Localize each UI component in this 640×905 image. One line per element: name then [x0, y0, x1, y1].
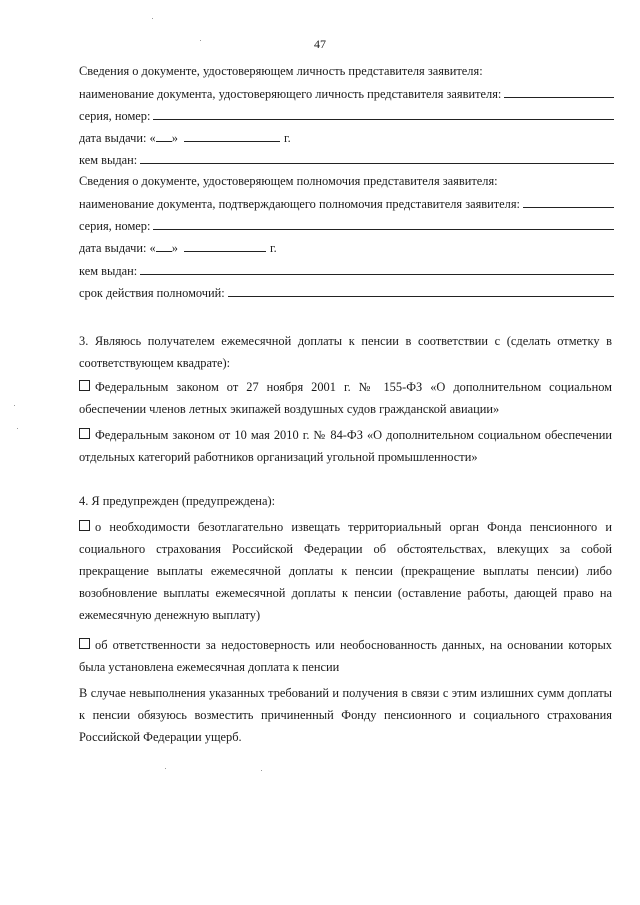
representative-id-series-field[interactable]	[153, 108, 614, 120]
scan-speck	[17, 428, 18, 429]
representative-authority-validity-row: срок действия полномочий:	[79, 285, 614, 301]
scan-speck	[14, 405, 15, 406]
representative-authority-series-row: серия, номер:	[79, 218, 614, 234]
section3-intro: 3. Являюсь получателем ежемесячной доплаты к пенсии в соответствии с (сделать отметку в соответствующем квадрате):	[79, 334, 612, 370]
representative-id-issue-day-field[interactable]	[156, 130, 172, 142]
representative-authority-validity-field[interactable]	[228, 285, 614, 297]
representative-authority-issue-date-row: дата выдачи: « » г.	[79, 241, 277, 255]
representative-authority-doc-name-row: наименование документа, подтверждающего полномочия представителя заявителя:	[79, 196, 614, 212]
representative-id-issue-date-row: дата выдачи: « » г.	[79, 131, 291, 145]
representative-authority-heading: Сведения о документе, удостоверяющем полномочия представителя заявителя:	[79, 174, 498, 188]
representative-authority-issued-by-row: кем выдан:	[79, 263, 614, 279]
checkbox-notify[interactable]	[79, 520, 90, 531]
section4-heading: 4. Я предупрежден (предупреждена):	[79, 494, 276, 508]
representative-authority-issue-day-field[interactable]	[156, 240, 172, 252]
scan-speck	[200, 40, 201, 41]
representative-id-heading: Сведения о документе, удостоверяющем личность представителя заявителя:	[79, 64, 483, 78]
representative-id-issued-by-row: кем выдан:	[79, 152, 614, 168]
representative-id-issued-by-field[interactable]	[140, 152, 614, 164]
page-number: 47	[314, 37, 326, 51]
scan-speck	[152, 18, 153, 19]
checkbox-155fz[interactable]	[79, 380, 90, 391]
representative-id-doc-name-field[interactable]	[504, 86, 614, 98]
section3-option-84fz: Федеральным законом от 10 мая 2010 г. № 84-ФЗ «О дополнительном социальном обеспечении отдельных категорий работников организаций угольной промышленности»	[79, 428, 612, 464]
representative-id-issue-month-field[interactable]	[184, 130, 280, 142]
checkbox-responsibility[interactable]	[79, 638, 90, 649]
representative-authority-issue-month-field[interactable]	[184, 240, 266, 252]
representative-id-series-row: серия, номер:	[79, 108, 614, 124]
scan-speck	[165, 768, 166, 769]
checkbox-84fz[interactable]	[79, 428, 90, 439]
section4-option-responsibility: об ответственности за недостоверность или необоснованность данных, на основании которых была установлена ежемесячная доплата к пенсии	[79, 638, 612, 674]
representative-authority-series-field[interactable]	[153, 218, 614, 230]
scan-speck	[261, 770, 262, 771]
section4-closing: В случае невыполнения указанных требований и получения в связи с этим излишних сумм доплаты к пенсии обязуюсь возместить причиненный Фонду пенсионного и социального страхования Российской Федерации ущерб.	[79, 686, 612, 744]
representative-authority-doc-name-field[interactable]	[523, 196, 614, 208]
representative-authority-issued-by-field[interactable]	[140, 263, 614, 275]
representative-id-doc-name-row: наименование документа, удостоверяющего личность представителя заявителя:	[79, 86, 614, 102]
section4-option-notify: о необходимости безотлагательно извещать территориальный орган Фонда пенсионного и социального страхования Российской Федерации об обстоятельствах, влекущих за собой прекращение выплаты ежемесячной доплаты к пенсии (прекращение выплаты пенсии) либо возобновление выплаты ежемесячной доплаты к пенсии (оставление работы, дающей право на ежемесячную денежную выплату)	[79, 520, 612, 622]
section3-option-155fz: Федеральным законом от 27 ноября 2001 г. № 155-ФЗ «О дополнительном социальном обеспечении членов летных экипажей воздушных судов гражданской авиации»	[79, 380, 612, 416]
